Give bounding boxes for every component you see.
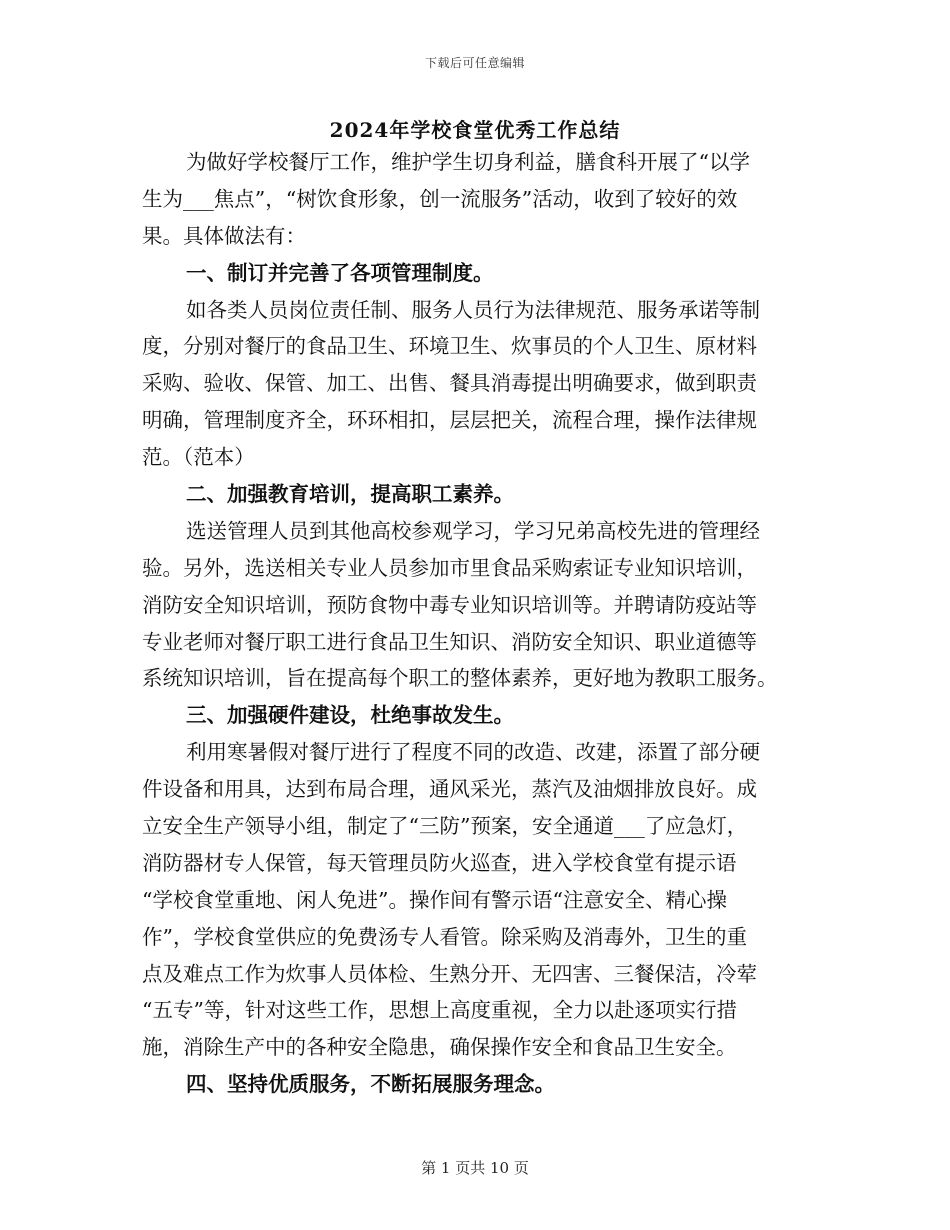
paragraph-line: 系统知识培训，旨在提高每个职工的整体素养，更好地为教职工服务。 [142, 666, 778, 691]
paragraph-line: 生为___焦点”，“树饮食形象，创一流服务”活动，收到了较好的效 [142, 186, 738, 211]
paragraph-line: 消防安全知识培训，预防食物中毒专业知识培训等。并聘请防疫站等 [142, 592, 757, 617]
section-heading: 三、加强硬件建设，杜绝事故发生。 [186, 703, 514, 728]
document-title: 2024年学校食堂优秀工作总结 [329, 118, 621, 142]
document-body [142, 144, 810, 1103]
section-heading: 一、制订并完善了各项管理制度。 [186, 260, 494, 285]
paragraph-line: 立安全生产领导小组，制定了“三防”预案，安全通道___了应急灯， [142, 814, 748, 839]
paragraph-line: “五专”等，针对这些工作，思想上高度重视，全力以赴逐项实行措 [142, 998, 737, 1023]
paragraph-line: 范。（范本） [142, 445, 255, 470]
paragraph-line: 果。具体做法有： [142, 223, 306, 248]
paragraph-line: 专业老师对餐厅职工进行食品卫生知识、消防安全知识、职业道德等 [142, 629, 757, 654]
paragraph-line: 明确，管理制度齐全，环环相扣，层层把关，流程合理，操作法律规 [142, 408, 757, 433]
paragraph-line: 验。另外，选送相关专业人员参加市里食品采购索证专业知识培训， [142, 555, 757, 580]
paragraph-line: 消防器材专人保管，每天管理员防火巡查，进入学校食堂有提示语 [142, 850, 737, 875]
paragraph-line: 利用寒暑假对餐厅进行了程度不同的改造、改建，添置了部分硬 [186, 740, 760, 765]
paragraph-line: 如各类人员岗位责任制、服务人员行为法律规范、服务承诺等制 [186, 297, 760, 322]
page-header-note: 下载后可任意编辑 [424, 56, 525, 70]
paragraph-line: “学校食堂重地、闲人免进”。操作间有警示语“注意安全、精心操 [142, 887, 727, 912]
page-number: 第 1 页共 10 页 [421, 1159, 529, 1177]
paragraph-line: 件设备和用具，达到布局合理，通风采光，蒸汽及油烟排放良好。成 [142, 777, 757, 802]
paragraph-line: 作”，学校食堂供应的免费汤专人看管。除采购及消毒外，卫生的重 [142, 924, 747, 949]
paragraph-line: 施，消除生产中的各种安全隐患，确保操作安全和食品卫生安全。 [142, 1035, 737, 1060]
section-heading: 二、加强教育培训，提高职工素养。 [186, 482, 514, 507]
paragraph-line: 采购、验收、保管、加工、出售、餐具消毒提出明确要求，做到职责 [142, 371, 757, 396]
paragraph-line: 为做好学校餐厅工作，维护学生切身利益，膳食科开展了“以学 [186, 150, 750, 174]
paragraph-line: 度，分别对餐厅的食品卫生、环境卫生、炊事员的个人卫生、原材料 [142, 334, 757, 359]
paragraph-line: 选送管理人员到其他高校参观学习，学习兄弟高校先进的管理经 [186, 518, 760, 543]
paragraph-line: 点及难点工作为炊事人员体检、生熟分开、无四害、三餐保洁，冷荤 [142, 961, 757, 986]
section-heading: 四、坚持优质服务，不断拓展服务理念。 [186, 1072, 555, 1097]
